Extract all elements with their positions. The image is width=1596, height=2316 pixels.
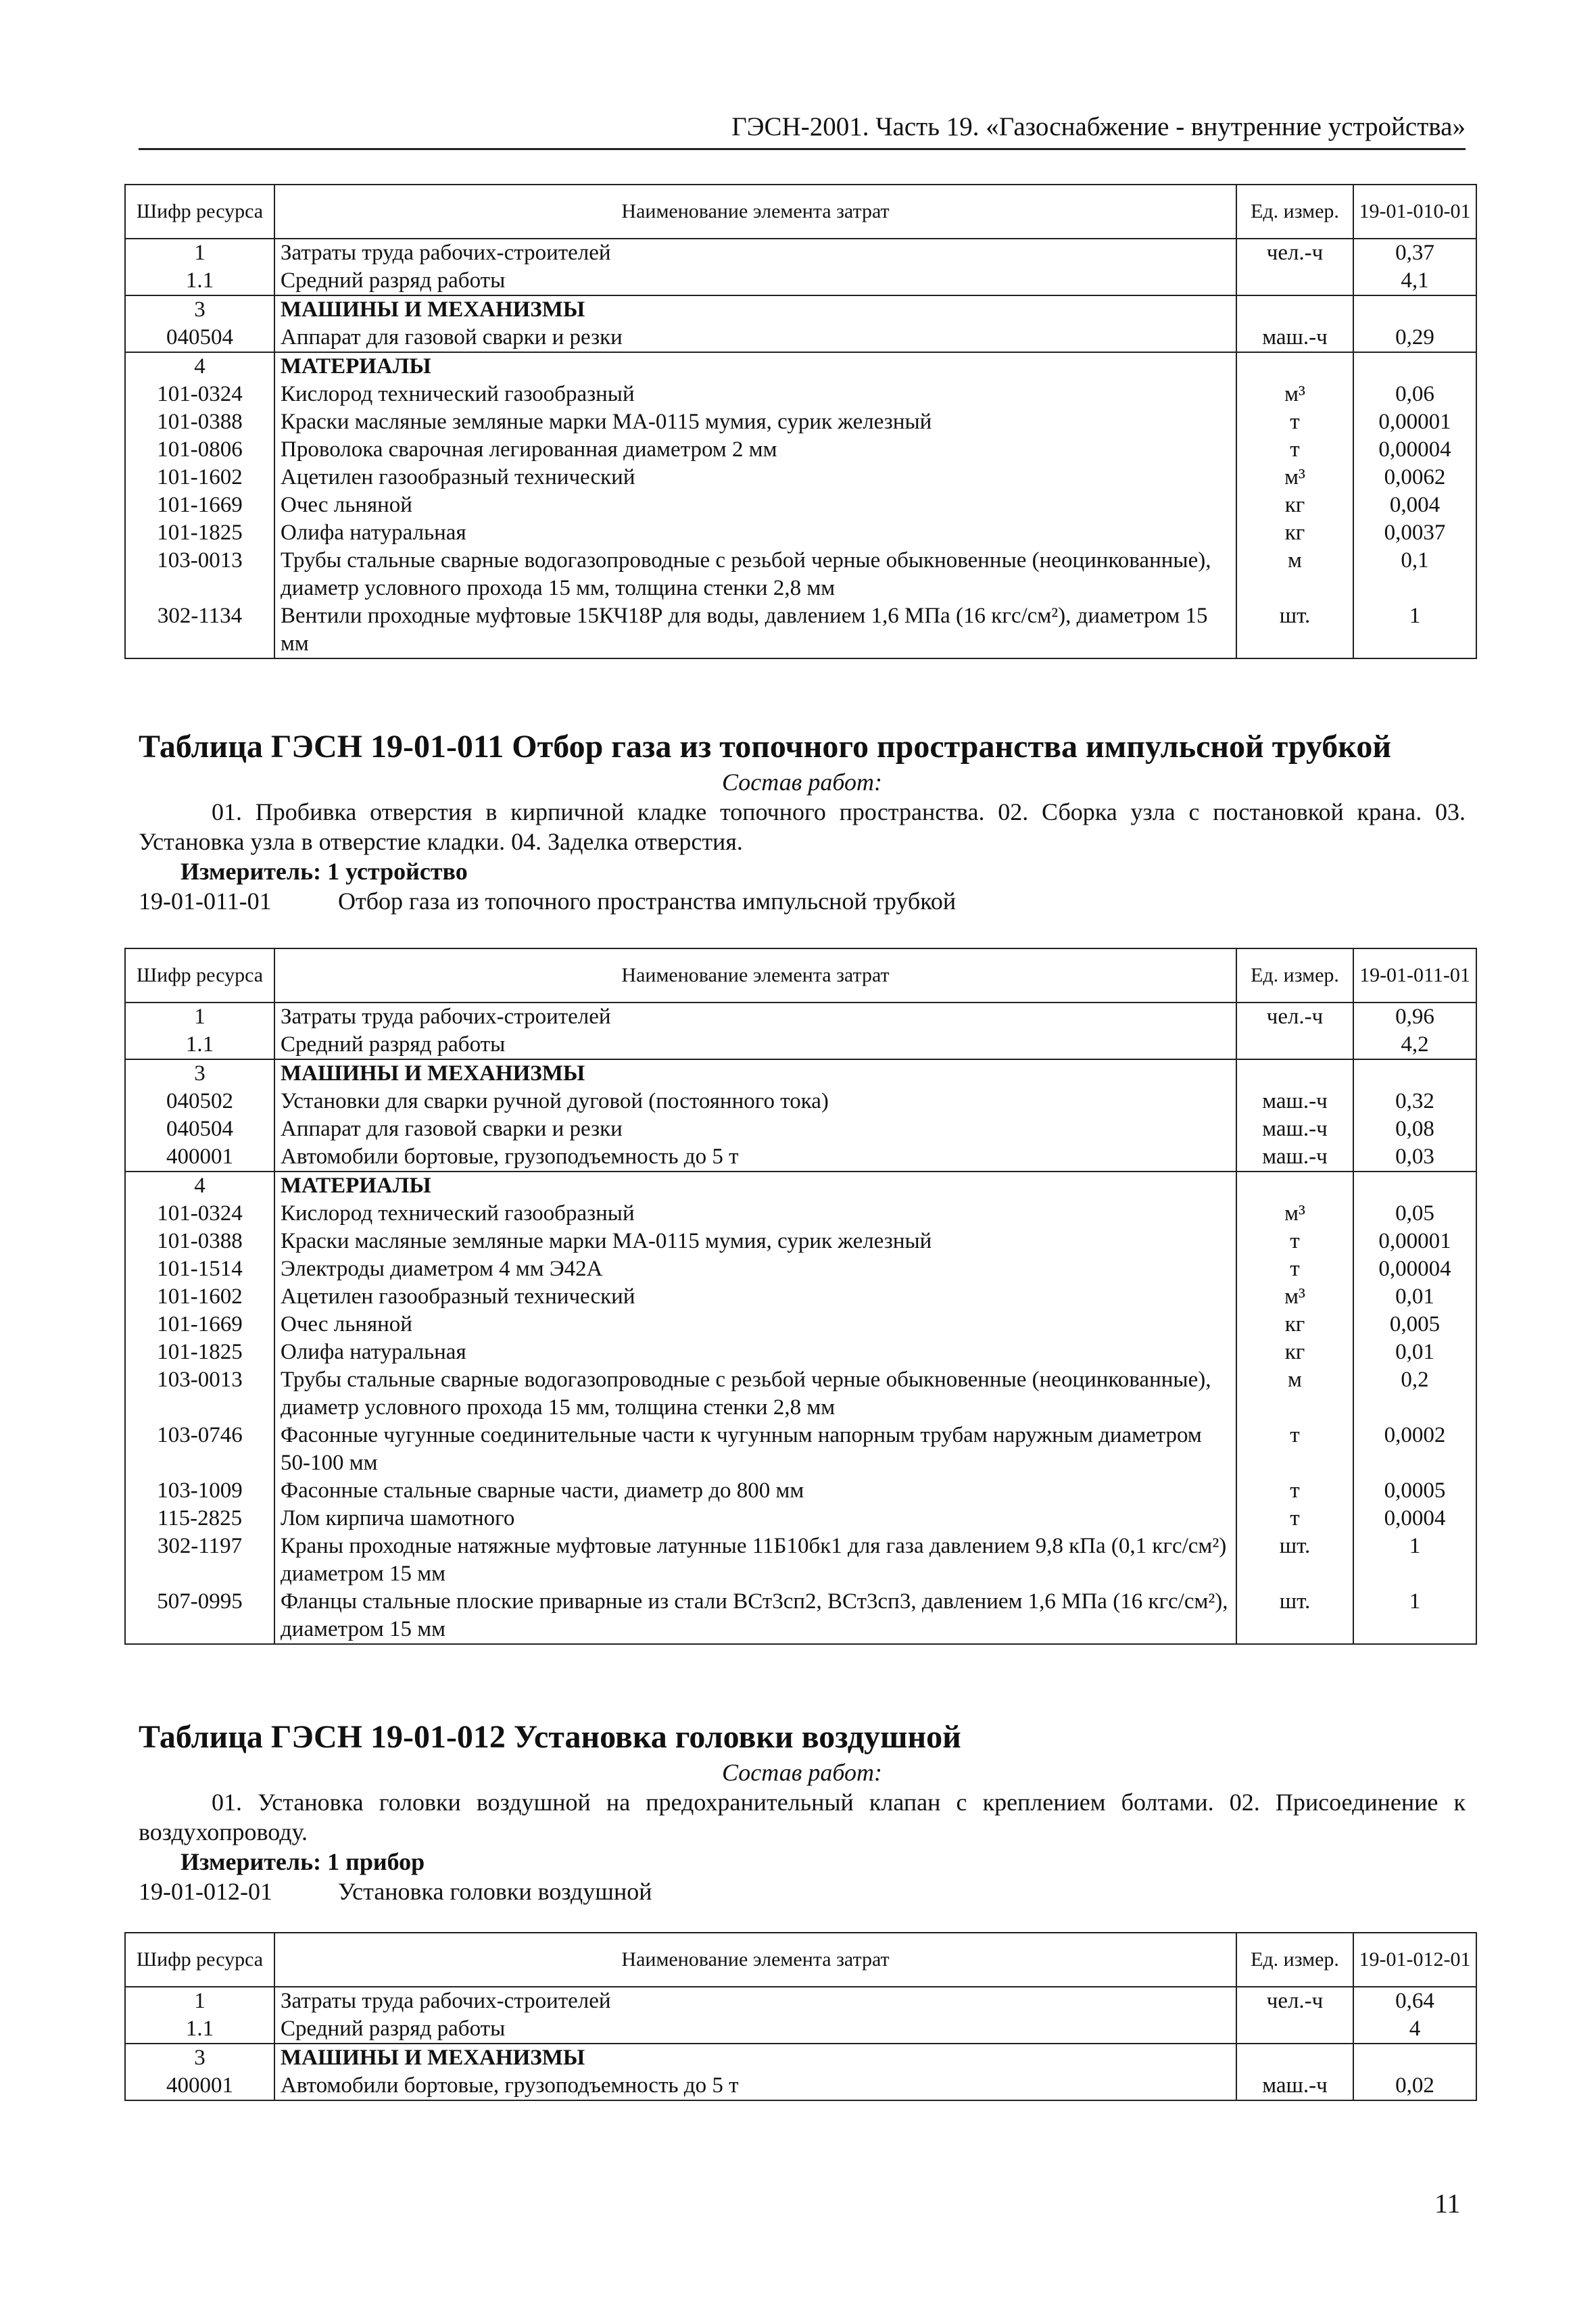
table-row xyxy=(125,1031,1476,1059)
table-row xyxy=(125,1115,1476,1143)
row-name: Проволока сварочная легированная диаметром 2 мм xyxy=(274,436,1236,464)
row-unit: шт. xyxy=(1236,1588,1353,1644)
row-unit: кг xyxy=(1236,1338,1353,1366)
row-code: 101-1602 xyxy=(125,464,274,491)
row-code: 4 xyxy=(125,1172,274,1200)
row-name: Кислород технический газообразный xyxy=(274,1200,1236,1228)
row-unit xyxy=(1236,2015,1353,2044)
row-code: 101-0388 xyxy=(125,1228,274,1255)
row-code: 101-1602 xyxy=(125,1283,274,1311)
row-value: 0,96 xyxy=(1353,1003,1476,1031)
table-row xyxy=(125,2072,1476,2100)
row-unit: кг xyxy=(1236,519,1353,547)
row-code: 101-0388 xyxy=(125,408,274,436)
row-name: Олифа натуральная xyxy=(274,1338,1236,1366)
row-unit xyxy=(1236,2044,1353,2072)
row-value: 0,0005 xyxy=(1353,1477,1476,1505)
row-unit xyxy=(1236,1172,1353,1200)
table-row xyxy=(125,1088,1476,1115)
row-code: 103-0746 xyxy=(125,1422,274,1477)
row-code: 3 xyxy=(125,295,274,324)
table-row xyxy=(125,1588,1476,1644)
table-row xyxy=(125,1366,1476,1422)
row-code: 101-1669 xyxy=(125,491,274,519)
row-code: 1.1 xyxy=(125,267,274,295)
row-name: Краски масляные земляные марки МА-0115 мумия, сурик железный xyxy=(274,1228,1236,1255)
table-row xyxy=(125,239,1476,267)
row-code: 101-0324 xyxy=(125,381,274,408)
row-name: Автомобили бортовые, грузоподъемность до 5 т xyxy=(274,1143,1236,1172)
row-unit: м³ xyxy=(1236,381,1353,408)
row-name: Очес льняной xyxy=(274,1311,1236,1338)
table-row xyxy=(125,1143,1476,1172)
rate-code: 19-01-011-01 xyxy=(139,888,272,915)
row-name: МАТЕРИАЛЫ xyxy=(274,1172,1236,1200)
row-unit: маш.-ч xyxy=(1236,1143,1353,1172)
row-unit: т xyxy=(1236,1228,1353,1255)
row-name: МАШИНЫ И МЕХАНИЗМЫ xyxy=(274,2044,1236,2072)
table-row xyxy=(125,1172,1476,1200)
header-unit: Ед. измер. xyxy=(1236,948,1353,1003)
row-name: Автомобили бортовые, грузоподъемность до 5 т xyxy=(274,2072,1236,2100)
row-value: 0,01 xyxy=(1353,1283,1476,1311)
row-unit: маш.-ч xyxy=(1236,1115,1353,1143)
table-row xyxy=(125,1987,1476,2015)
table-row xyxy=(125,436,1476,464)
row-name: Кислород технический газообразный xyxy=(274,381,1236,408)
row-unit: м³ xyxy=(1236,1283,1353,1311)
header-code: Шифр ресурса xyxy=(125,185,274,239)
meter-label: Измеритель: 1 устройство xyxy=(180,858,468,885)
row-value: 0,01 xyxy=(1353,1338,1476,1366)
table-row xyxy=(125,1283,1476,1311)
row-name: Средний разряд работы xyxy=(274,1031,1236,1059)
table-row xyxy=(125,1003,1476,1031)
row-code: 101-0324 xyxy=(125,1200,274,1228)
row-unit: кг xyxy=(1236,1311,1353,1338)
header-name: Наименование элемента затрат xyxy=(274,185,1236,239)
row-unit: т xyxy=(1236,1505,1353,1533)
row-value xyxy=(1353,1059,1476,1088)
table-row xyxy=(125,491,1476,519)
row-name: МАТЕРИАЛЫ xyxy=(274,352,1236,381)
row-value: 1 xyxy=(1353,602,1476,658)
row-unit: маш.-ч xyxy=(1236,1088,1353,1115)
table-row xyxy=(125,547,1476,602)
row-value xyxy=(1353,295,1476,324)
resource-table-1 xyxy=(124,184,1477,659)
row-code: 101-1514 xyxy=(125,1255,274,1283)
section-19-01-011 xyxy=(139,727,1466,916)
row-value: 0,005 xyxy=(1353,1311,1476,1338)
table-row xyxy=(125,1505,1476,1533)
row-name: Краски масляные земляные марки МА-0115 мумия, сурик железный xyxy=(274,408,1236,436)
row-value: 0,1 xyxy=(1353,547,1476,602)
section-title: Таблица ГЭСН 19-01-012 Установка головки воздушной xyxy=(139,1719,961,1755)
row-code: 400001 xyxy=(125,2072,274,2100)
header-unit: Ед. измер. xyxy=(1236,1933,1353,1987)
row-value: 4,2 xyxy=(1353,1031,1476,1059)
row-name: Затраты труда рабочих-строителей xyxy=(274,1003,1236,1031)
row-name: Лом кирпича шамотного xyxy=(274,1505,1236,1533)
row-value: 0,0037 xyxy=(1353,519,1476,547)
table-row xyxy=(125,352,1476,381)
row-value: 0,2 xyxy=(1353,1366,1476,1422)
row-value xyxy=(1353,352,1476,381)
row-value: 0,37 xyxy=(1353,239,1476,267)
row-code: 101-1825 xyxy=(125,519,274,547)
row-value: 0,02 xyxy=(1353,2072,1476,2100)
page-header xyxy=(139,112,1466,150)
row-code: 040504 xyxy=(125,324,274,352)
row-name: Фасонные стальные сварные части, диаметр до 800 мм xyxy=(274,1477,1236,1505)
row-unit: чел.-ч xyxy=(1236,1987,1353,2015)
row-code: 302-1134 xyxy=(125,602,274,658)
row-value: 0,05 xyxy=(1353,1200,1476,1228)
header-rate: 19-01-010-01 xyxy=(1353,185,1476,239)
row-code: 103-0013 xyxy=(125,1366,274,1422)
row-unit: т xyxy=(1236,408,1353,436)
row-name: Средний разряд работы xyxy=(274,2015,1236,2044)
row-code: 1 xyxy=(125,1003,274,1031)
row-code: 3 xyxy=(125,1059,274,1088)
row-unit: кг xyxy=(1236,491,1353,519)
row-code: 101-1669 xyxy=(125,1311,274,1338)
rate-code: 19-01-012-01 xyxy=(139,1878,272,1905)
table-row xyxy=(125,1422,1476,1477)
row-value: 4 xyxy=(1353,2015,1476,2044)
row-code: 101-0806 xyxy=(125,436,274,464)
table-row xyxy=(125,1200,1476,1228)
table-row xyxy=(125,1255,1476,1283)
row-unit: т xyxy=(1236,1422,1353,1477)
row-value: 0,00004 xyxy=(1353,1255,1476,1283)
row-code: 040504 xyxy=(125,1115,274,1143)
row-value: 0,0004 xyxy=(1353,1505,1476,1533)
row-value: 0,06 xyxy=(1353,381,1476,408)
table-row xyxy=(125,2044,1476,2072)
work-composition-text: 01. Пробивка отверстия в кирпичной кладке топочного пространства. 02. Сборка узла с постановкой крана. 03. Установка узла в отверстие кладки. 04. Заделка отверстия. xyxy=(139,798,1466,855)
row-name: Аппарат для газовой сварки и резки xyxy=(274,1115,1236,1143)
work-composition-text: 01. Установка головки воздушной на предохранительный клапан с креплением болтами. 02. Присоединение к воздухопроводу. xyxy=(139,1789,1466,1845)
row-name: Трубы стальные сварные водогазопроводные с резьбой черные обыкновенные (неоцинкованные), диаметр условного прохода 15 мм, толщина стенки 2,8 мм xyxy=(274,547,1236,602)
header-rate: 19-01-012-01 xyxy=(1353,1933,1476,1987)
row-name: Аппарат для газовой сварки и резки xyxy=(274,324,1236,352)
table-row xyxy=(125,519,1476,547)
row-code: 103-0013 xyxy=(125,547,274,602)
row-unit xyxy=(1236,295,1353,324)
row-unit: м xyxy=(1236,547,1353,602)
header-name: Наименование элемента затрат xyxy=(274,948,1236,1003)
header-text: ГЭСН-2001. Часть 19. «Газоснабжение - внутренние устройства» xyxy=(731,112,1466,141)
row-code: 1 xyxy=(125,239,274,267)
row-code: 1.1 xyxy=(125,1031,274,1059)
table-row xyxy=(125,408,1476,436)
row-name: Ацетилен газообразный технический xyxy=(274,464,1236,491)
row-name: Олифа натуральная xyxy=(274,519,1236,547)
row-name: Затраты труда рабочих-строителей xyxy=(274,239,1236,267)
table-row xyxy=(125,1311,1476,1338)
row-code: 1 xyxy=(125,1987,274,2015)
row-name: Установки для сварки ручной дуговой (постоянного тока) xyxy=(274,1088,1236,1115)
row-code: 115-2825 xyxy=(125,1505,274,1533)
header-unit: Ед. измер. xyxy=(1236,185,1353,239)
rate-name: Отбор газа из топочного пространства импульсной трубкой xyxy=(338,888,957,915)
section-19-01-012 xyxy=(139,1717,1466,1906)
row-name: Вентили проходные муфтовые 15КЧ18Р для воды, давлением 1,6 МПа (16 кгс/см²), диаметром 15 мм xyxy=(274,602,1236,658)
row-unit: т xyxy=(1236,1477,1353,1505)
table-row xyxy=(125,1338,1476,1366)
row-name: Средний разряд работы xyxy=(274,267,1236,295)
row-unit xyxy=(1236,352,1353,381)
row-value: 0,0062 xyxy=(1353,464,1476,491)
row-value: 0,00004 xyxy=(1353,436,1476,464)
row-unit: шт. xyxy=(1236,1533,1353,1588)
row-value xyxy=(1353,1172,1476,1200)
table-row xyxy=(125,1228,1476,1255)
row-code: 040502 xyxy=(125,1088,274,1115)
resource-table-2 xyxy=(124,948,1477,1645)
resource-table-3 xyxy=(124,1932,1477,2101)
row-unit: шт. xyxy=(1236,602,1353,658)
header-code: Шифр ресурса xyxy=(125,948,274,1003)
row-value: 0,00001 xyxy=(1353,1228,1476,1255)
row-code: 302-1197 xyxy=(125,1533,274,1588)
row-name: Трубы стальные сварные водогазопроводные с резьбой черные обыкновенные (неоцинкованные), диаметр условного прохода 15 мм, толщина стенки 2,8 мм xyxy=(274,1366,1236,1422)
row-name: Краны проходные натяжные муфтовые латунные 11Б10бк1 для газа давлением 9,8 кПа (0,1 кгс/см²) диаметром 15 мм xyxy=(274,1533,1236,1588)
row-unit: м xyxy=(1236,1366,1353,1422)
row-unit xyxy=(1236,1059,1353,1088)
row-name: Затраты труда рабочих-строителей xyxy=(274,1987,1236,2015)
table-row xyxy=(125,1477,1476,1505)
row-unit: чел.-ч xyxy=(1236,239,1353,267)
table-row xyxy=(125,1533,1476,1588)
row-value: 1 xyxy=(1353,1588,1476,1644)
row-name: Фасонные чугунные соединительные части к чугунным напорным трубам наружным диаметром 50-100 мм xyxy=(274,1422,1236,1477)
row-name: Фланцы стальные плоские приварные из стали ВСт3сп2, ВСт3сп3, давлением 1,6 МПа (16 кгс/см²), диаметром 15 мм xyxy=(274,1588,1236,1644)
row-value xyxy=(1353,2044,1476,2072)
row-value: 0,64 xyxy=(1353,1987,1476,2015)
row-value: 0,00001 xyxy=(1353,408,1476,436)
row-value: 0,32 xyxy=(1353,1088,1476,1115)
row-name: МАШИНЫ И МЕХАНИЗМЫ xyxy=(274,295,1236,324)
table-row xyxy=(125,295,1476,324)
row-value: 0,0002 xyxy=(1353,1422,1476,1477)
row-name: Электроды диаметром 4 мм Э42А xyxy=(274,1255,1236,1283)
row-value: 0,03 xyxy=(1353,1143,1476,1172)
row-unit: м³ xyxy=(1236,464,1353,491)
row-unit xyxy=(1236,267,1353,295)
table-row xyxy=(125,324,1476,352)
row-name: Ацетилен газообразный технический xyxy=(274,1283,1236,1311)
table-row xyxy=(125,602,1476,658)
header-name: Наименование элемента затрат xyxy=(274,1933,1236,1987)
row-unit: м³ xyxy=(1236,1200,1353,1228)
table-row xyxy=(125,1059,1476,1088)
row-value: 4,1 xyxy=(1353,267,1476,295)
row-unit: т xyxy=(1236,436,1353,464)
meter-label: Измеритель: 1 прибор xyxy=(180,1848,425,1875)
row-code: 400001 xyxy=(125,1143,274,1172)
row-unit: маш.-ч xyxy=(1236,2072,1353,2100)
row-name: Очес льняной xyxy=(274,491,1236,519)
row-value: 0,29 xyxy=(1353,324,1476,352)
row-name: МАШИНЫ И МЕХАНИЗМЫ xyxy=(274,1059,1236,1088)
table-row xyxy=(125,2015,1476,2044)
row-unit: т xyxy=(1236,1255,1353,1283)
row-code: 101-1825 xyxy=(125,1338,274,1366)
row-code: 3 xyxy=(125,2044,274,2072)
row-unit: маш.-ч xyxy=(1236,324,1353,352)
header-rate: 19-01-011-01 xyxy=(1353,948,1476,1003)
row-unit: чел.-ч xyxy=(1236,1003,1353,1031)
work-composition-label: Состав работ: xyxy=(722,1759,882,1786)
rate-name: Установка головки воздушной xyxy=(338,1878,652,1905)
header-code: Шифр ресурса xyxy=(125,1933,274,1987)
table-row xyxy=(125,267,1476,295)
table-row xyxy=(125,464,1476,491)
row-code: 4 xyxy=(125,352,274,381)
rate-line xyxy=(139,1877,1466,1906)
row-value: 0,08 xyxy=(1353,1115,1476,1143)
row-code: 103-1009 xyxy=(125,1477,274,1505)
table-row xyxy=(125,381,1476,408)
row-code: 1.1 xyxy=(125,2015,274,2044)
row-code: 507-0995 xyxy=(125,1588,274,1644)
row-unit xyxy=(1236,1031,1353,1059)
work-composition-label: Состав работ: xyxy=(722,769,882,796)
rate-line xyxy=(139,886,1466,916)
row-value: 1 xyxy=(1353,1533,1476,1588)
page-number: 11 xyxy=(1434,2188,1461,2219)
row-value: 0,004 xyxy=(1353,491,1476,519)
section-title: Таблица ГЭСН 19-01-011 Отбор газа из топочного пространства импульсной трубкой xyxy=(139,729,1391,765)
